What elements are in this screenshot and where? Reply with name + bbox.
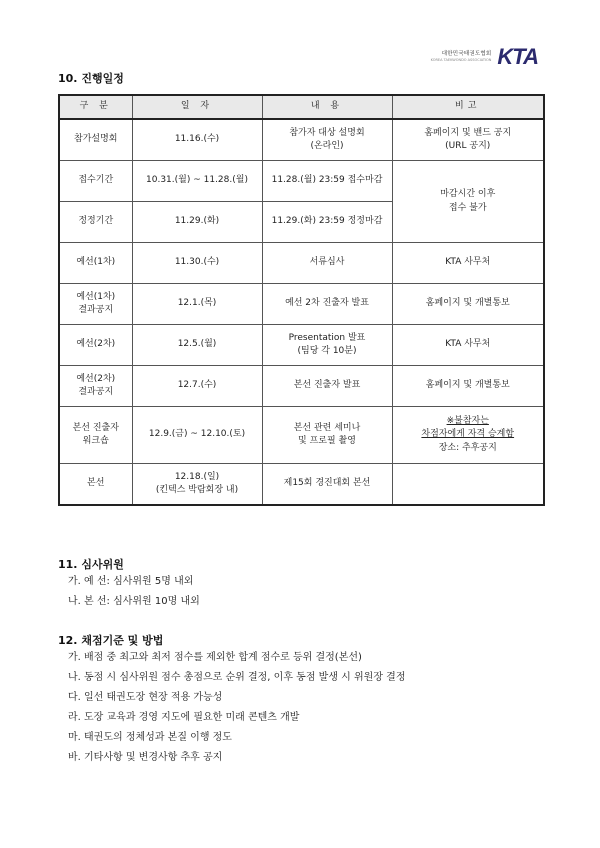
list-item: 라. 도장 교육과 경영 지도에 필요한 미래 콘텐츠 개발 xyxy=(68,712,300,723)
table-row xyxy=(59,464,544,506)
list-item: 마. 태권도의 정체성과 본질 이행 정도 xyxy=(68,732,232,743)
cell-category: 예선(2차) 결과공지 xyxy=(59,366,132,407)
section-11-list xyxy=(58,572,200,612)
table-header-row xyxy=(59,95,544,119)
header-category: 구 분 xyxy=(59,95,132,119)
cell-date: 12.1.(목) xyxy=(132,284,262,325)
cell-content: 본선 진출자 발표 xyxy=(262,366,392,407)
list-item: 나. 동점 시 심사위원 점수 총점으로 순위 결정, 이후 동점 발생 시 위원장 결정 xyxy=(68,672,406,683)
cell-category: 참가설명회 xyxy=(59,119,132,161)
list-item: 나. 본 선: 심사위원 10명 내외 xyxy=(68,596,200,607)
cell-date: 11.30.(수) xyxy=(132,243,262,284)
cell-date: 12.18.(일) (킨텍스 박람회장 내) xyxy=(132,464,262,506)
cell-content: Presentation 발표 (팀당 각 10분) xyxy=(262,325,392,366)
cell-note: 마감시간 이후 접수 불가 xyxy=(392,161,544,243)
header-date: 일 자 xyxy=(132,95,262,119)
cell-date: 12.5.(월) xyxy=(132,325,262,366)
cell-date: 11.16.(수) xyxy=(132,119,262,161)
logo-wordmark: KTA xyxy=(497,44,538,69)
table-row xyxy=(59,366,544,407)
cell-note xyxy=(392,464,544,506)
section-12-title: 12. 채점기준 및 방법 xyxy=(58,634,164,647)
schedule-table xyxy=(58,94,545,506)
table-row xyxy=(59,161,544,202)
list-item: 바. 기타사항 및 변경사항 추후 공지 xyxy=(68,752,223,763)
kta-logo xyxy=(431,44,538,70)
header-note: 비고 xyxy=(392,95,544,119)
cell-content: 11.28.(월) 23:59 접수마감 xyxy=(262,161,392,202)
cell-content: 참가자 대상 설명회 (온라인) xyxy=(262,119,392,161)
list-item: 가. 예 선: 심사위원 5명 내외 xyxy=(68,576,194,587)
table-row xyxy=(59,119,544,161)
cell-note: 홈페이지 및 개별통보 xyxy=(392,284,544,325)
cell-category: 정정기간 xyxy=(59,202,132,243)
cell-note: KTA 사무처 xyxy=(392,243,544,284)
cell-category: 접수기간 xyxy=(59,161,132,202)
cell-note: 홈페이지 및 개별통보 xyxy=(392,366,544,407)
logo-org-english: KOREA TAEKWONDO ASSOCIATION xyxy=(430,58,492,62)
cell-content: 서류심사 xyxy=(262,243,392,284)
cell-date: 12.9.(금) ~ 12.10.(토) xyxy=(132,407,262,464)
cell-category: 예선(1차) 결과공지 xyxy=(59,284,132,325)
table-row xyxy=(59,407,544,464)
section-11-title: 11. 심사위원 xyxy=(58,558,124,571)
cell-note: KTA 사무처 xyxy=(392,325,544,366)
cell-category: 예선(1차) xyxy=(59,243,132,284)
table-row xyxy=(59,325,544,366)
table-row xyxy=(59,243,544,284)
section-12-list xyxy=(58,648,405,768)
cell-category: 예선(2차) xyxy=(59,325,132,366)
header-content: 내 용 xyxy=(262,95,392,119)
cell-date: 12.7.(수) xyxy=(132,366,262,407)
cell-content: 제15회 경진대회 본선 xyxy=(262,464,392,506)
cell-date: 11.29.(화) xyxy=(132,202,262,243)
cell-note: 홈페이지 및 밴드 공지 (URL 공지) xyxy=(392,119,544,161)
list-item: 다. 일선 태권도장 현장 적용 가능성 xyxy=(68,692,223,703)
cell-note: ※불참자는 차점자에게 자격 승계함 장소: 추후공지 xyxy=(392,407,544,464)
cell-content: 예선 2차 진출자 발표 xyxy=(262,284,392,325)
list-item: 가. 배점 중 최고와 최저 점수를 제외한 합계 점수로 등위 결정(본선) xyxy=(68,652,362,663)
cell-category: 본선 진출자 워크숍 xyxy=(59,407,132,464)
cell-content: 본선 관련 세미나 및 프로필 촬영 xyxy=(262,407,392,464)
section-10-title: 10. 진행일정 xyxy=(58,72,124,85)
cell-category: 본선 xyxy=(59,464,132,506)
logo-org-korean: 대한민국태권도협회 xyxy=(441,50,492,57)
cell-date: 10.31.(월) ~ 11.28.(월) xyxy=(132,161,262,202)
cell-content: 11.29.(화) 23:59 정정마감 xyxy=(262,202,392,243)
table-row xyxy=(59,284,544,325)
